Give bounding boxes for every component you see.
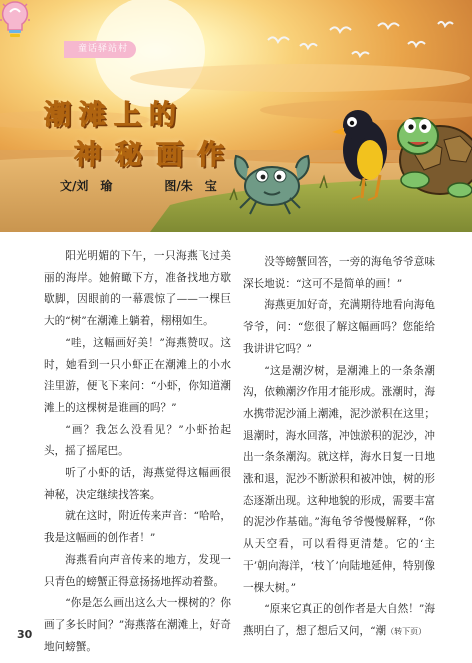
header-illustration <box>0 0 472 232</box>
page-number: 30 <box>17 628 33 641</box>
sea-turtle-illustration <box>398 118 472 197</box>
paragraph <box>243 599 435 642</box>
column-tag: 童话驿站村 <box>64 41 136 58</box>
continued-note: （转下页） <box>386 626 427 636</box>
byline <box>60 177 217 194</box>
paragraph: 听了小虾的话，海燕觉得这幅画很神秘，决定继续找答案。 <box>44 467 231 501</box>
paragraph: 海燕看向声音传来的地方，发现一只青色的螃蟹正得意扬扬地挥动着螯。 <box>44 553 231 588</box>
paragraph: “这是潮汐树，是潮滩上的一条条潮沟，依赖潮汐作用才能形成。涨潮时，海水携带泥沙涌上潮滩，泥沙淤积在这里；退潮时，海水回落，冲蚀淤积的泥沙，冲出一条条潮沟。就这样，海水日复一日地涨和退，泥沙不断淤积和被冲蚀，树的形态逐渐出现。这种地貌的形成，需要丰富的泥沙作基础。”海龟爷爷慢慢解释，“你从天空看，可以看得更清楚。它的‘主干’朝向海洋，‘枝丫’向陆地延伸，特别像一棵大树。” <box>243 364 435 594</box>
paragraph: 阳光明媚的下午，一只海燕飞过美丽的海岸。她俯瞰下方，准备找地方歇歇脚，因眼前的一幕震惊了——一棵巨大的“树”在潮滩上躺着，栩栩如生。 <box>44 250 231 328</box>
text-column-right <box>243 252 435 643</box>
paragraph: 就在这时，附近传来声音：“哈哈，我是这幅画的创作者！” <box>44 510 231 545</box>
author-credit: 文/刘 瑜 <box>60 179 113 193</box>
paragraph: 没等螃蟹回答，一旁的海龟爷爷意味深长地说：“这可不是简单的画！” <box>243 256 435 290</box>
paragraph: 海燕更加好奇，充满期待地看向海龟爷爷，问：“您很了解这幅画吗？您能给我讲讲它吗？” <box>243 299 435 355</box>
paragraph-text: “原来它真正的创作者是大自然！”海燕明白了，想了想后又问，“潮 <box>243 603 435 637</box>
article-title-line2: 神秘画作 <box>74 140 238 171</box>
paragraph: “你是怎么画出这么大一棵树的？你画了多长时间？”海燕落在潮滩上，好奇地问螃蟹。 <box>44 597 231 653</box>
text-column-left <box>44 246 231 658</box>
illustrator-credit: 图/朱 宝 <box>164 179 217 193</box>
paragraph: “哇，这幅画好美！”海燕赞叹。这时，她看到一只小虾正在潮滩上的小水洼里游，便飞下来问：“小虾，你知道潮滩上的这棵树是谁画的吗？” <box>44 336 231 414</box>
article-title-line1: 潮滩上的 <box>44 100 184 131</box>
lightbulb-icon <box>0 0 30 38</box>
paragraph: “画？我怎么没看见？”小虾抬起头，摇了摇尾巴。 <box>44 423 231 458</box>
